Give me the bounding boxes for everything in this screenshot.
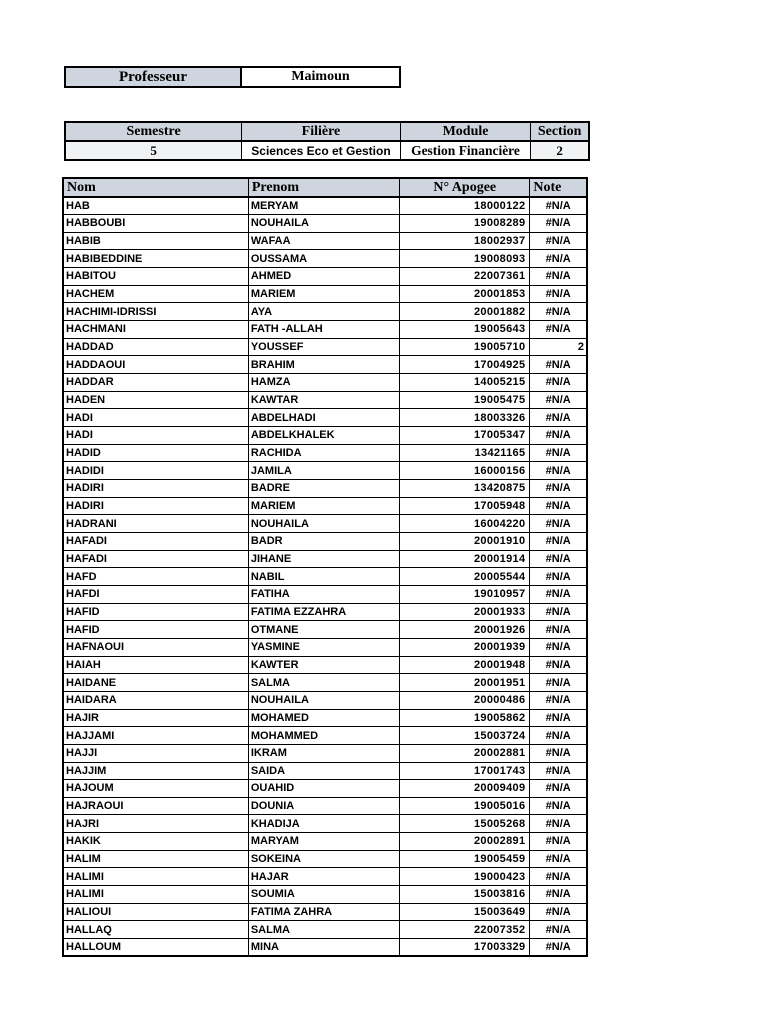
nom-cell: HADDAOUI	[63, 356, 248, 374]
table-row	[63, 497, 587, 515]
prenom-cell: KAWTAR	[248, 391, 399, 409]
students-table	[62, 177, 588, 957]
info-value-filiere: Sciences Eco et Gestion	[242, 141, 401, 160]
apogee-cell: 22007361	[400, 268, 530, 286]
table-row	[63, 638, 587, 656]
note-cell: #N/A	[530, 638, 587, 656]
professeur-value: Maimoun	[242, 68, 399, 86]
prenom-cell: ABDELHADI	[248, 409, 399, 427]
apogee-cell: 20001914	[400, 550, 530, 568]
nom-cell: HALLAQ	[63, 921, 248, 939]
apogee-cell: 19005710	[400, 338, 530, 356]
note-cell: #N/A	[530, 868, 587, 886]
table-row	[63, 197, 587, 215]
note-cell: #N/A	[530, 709, 587, 727]
apogee-cell: 19005643	[400, 321, 530, 339]
apogee-cell: 20002891	[400, 833, 530, 851]
prenom-cell: YOUSSEF	[248, 338, 399, 356]
table-row	[63, 656, 587, 674]
apogee-cell: 20005544	[400, 568, 530, 586]
info-value-semestre: 5	[65, 141, 242, 160]
prenom-cell: OUSSAMA	[248, 250, 399, 268]
prenom-cell: FATH -ALLAH	[248, 321, 399, 339]
apogee-cell: 20001853	[400, 285, 530, 303]
note-cell: #N/A	[530, 833, 587, 851]
note-cell: #N/A	[530, 285, 587, 303]
table-row	[63, 250, 587, 268]
table-row	[63, 691, 587, 709]
apogee-cell: 16004220	[400, 515, 530, 533]
info-table	[64, 121, 590, 161]
prenom-cell: FATIMA ZAHRA	[248, 903, 399, 921]
table-row	[63, 374, 587, 392]
prenom-cell: FATIHA	[248, 585, 399, 603]
info-header-row	[65, 122, 589, 141]
nom-cell: HADIRI	[63, 480, 248, 498]
prenom-cell: HAMZA	[248, 374, 399, 392]
note-cell: #N/A	[530, 797, 587, 815]
note-cell: #N/A	[530, 462, 587, 480]
header-prenom: Prenom	[248, 178, 399, 197]
nom-cell: HADIRI	[63, 497, 248, 515]
table-row	[63, 532, 587, 550]
note-cell: #N/A	[530, 232, 587, 250]
table-row	[63, 833, 587, 851]
nom-cell: HADDAR	[63, 374, 248, 392]
note-cell: #N/A	[530, 568, 587, 586]
prenom-cell: JAMILA	[248, 462, 399, 480]
prenom-cell: SOKEINA	[248, 850, 399, 868]
prenom-cell: DOUNIA	[248, 797, 399, 815]
nom-cell: HAKIK	[63, 833, 248, 851]
note-cell: #N/A	[530, 762, 587, 780]
note-cell: #N/A	[530, 321, 587, 339]
prenom-cell: AHMED	[248, 268, 399, 286]
table-row	[63, 515, 587, 533]
prenom-cell: MARIEM	[248, 285, 399, 303]
nom-cell: HALIMI	[63, 886, 248, 904]
apogee-cell: 19008289	[400, 215, 530, 233]
note-cell: #N/A	[530, 780, 587, 798]
apogee-cell: 20001939	[400, 638, 530, 656]
note-cell: #N/A	[530, 497, 587, 515]
note-cell: #N/A	[530, 585, 587, 603]
note-cell: #N/A	[530, 444, 587, 462]
table-row	[63, 268, 587, 286]
table-row	[63, 215, 587, 233]
info-value-row	[65, 141, 589, 160]
apogee-cell: 20001910	[400, 532, 530, 550]
prenom-cell: YASMINE	[248, 638, 399, 656]
note-cell: #N/A	[530, 886, 587, 904]
apogee-cell: 19005016	[400, 797, 530, 815]
note-cell: #N/A	[530, 303, 587, 321]
apogee-cell: 22007352	[400, 921, 530, 939]
apogee-cell: 18000122	[400, 197, 530, 215]
prenom-cell: ABDELKHALEK	[248, 427, 399, 445]
apogee-cell: 20001882	[400, 303, 530, 321]
apogee-cell: 15003724	[400, 727, 530, 745]
note-cell: #N/A	[530, 427, 587, 445]
apogee-cell: 20002881	[400, 744, 530, 762]
apogee-cell: 17001743	[400, 762, 530, 780]
nom-cell: HALIOUI	[63, 903, 248, 921]
table-row	[63, 585, 587, 603]
nom-cell: HAFNAOUI	[63, 638, 248, 656]
nom-cell: HACHIMI-IDRISSI	[63, 303, 248, 321]
nom-cell: HALIMI	[63, 868, 248, 886]
prenom-cell: SALMA	[248, 921, 399, 939]
nom-cell: HABIB	[63, 232, 248, 250]
apogee-cell: 20001926	[400, 621, 530, 639]
nom-cell: HAJJIM	[63, 762, 248, 780]
prenom-cell: MOHAMMED	[248, 727, 399, 745]
table-row	[63, 797, 587, 815]
apogee-cell: 17003329	[400, 939, 530, 957]
note-cell: #N/A	[530, 409, 587, 427]
note-cell: #N/A	[530, 674, 587, 692]
note-cell: #N/A	[530, 727, 587, 745]
prenom-cell: MINA	[248, 939, 399, 957]
prenom-cell: NOUHAILA	[248, 691, 399, 709]
table-row	[63, 338, 587, 356]
prenom-cell: FATIMA EZZAHRA	[248, 603, 399, 621]
note-cell: #N/A	[530, 691, 587, 709]
note-cell: #N/A	[530, 921, 587, 939]
note-cell: #N/A	[530, 532, 587, 550]
apogee-cell: 16000156	[400, 462, 530, 480]
prenom-cell: KAWTER	[248, 656, 399, 674]
nom-cell: HAJRI	[63, 815, 248, 833]
students-body	[63, 197, 587, 956]
table-row	[63, 921, 587, 939]
prenom-cell: RACHIDA	[248, 444, 399, 462]
nom-cell: HADRANI	[63, 515, 248, 533]
nom-cell: HABIBEDDINE	[63, 250, 248, 268]
table-row	[63, 709, 587, 727]
table-row	[63, 285, 587, 303]
apogee-cell: 20000486	[400, 691, 530, 709]
header-apogee: N° Apogee	[400, 178, 530, 197]
header-note: Note	[530, 178, 587, 197]
note-cell: #N/A	[530, 939, 587, 957]
nom-cell: HADID	[63, 444, 248, 462]
nom-cell: HAFADI	[63, 532, 248, 550]
apogee-cell: 14005215	[400, 374, 530, 392]
prenom-cell: IKRAM	[248, 744, 399, 762]
prenom-cell: MOHAMED	[248, 709, 399, 727]
header-nom: Nom	[63, 178, 248, 197]
info-header-section: Section	[531, 122, 589, 141]
prenom-cell: MARYAM	[248, 833, 399, 851]
apogee-cell: 20001951	[400, 674, 530, 692]
table-row	[63, 886, 587, 904]
prenom-cell: KHADIJA	[248, 815, 399, 833]
table-row	[63, 744, 587, 762]
note-cell: #N/A	[530, 744, 587, 762]
prenom-cell: AYA	[248, 303, 399, 321]
prenom-cell: HAJAR	[248, 868, 399, 886]
nom-cell: HAJRAOUI	[63, 797, 248, 815]
nom-cell: HABITOU	[63, 268, 248, 286]
table-row	[63, 850, 587, 868]
table-row	[63, 391, 587, 409]
table-row	[63, 303, 587, 321]
note-cell: #N/A	[530, 391, 587, 409]
prenom-cell: JIHANE	[248, 550, 399, 568]
prenom-cell: BADRE	[248, 480, 399, 498]
prenom-cell: OTMANE	[248, 621, 399, 639]
table-row	[63, 462, 587, 480]
prenom-cell: BRAHIM	[248, 356, 399, 374]
table-row	[63, 427, 587, 445]
nom-cell: HAIDARA	[63, 691, 248, 709]
info-header-module: Module	[400, 122, 530, 141]
nom-cell: HAJJAMI	[63, 727, 248, 745]
nom-cell: HAFADI	[63, 550, 248, 568]
apogee-cell: 20001948	[400, 656, 530, 674]
note-cell: #N/A	[530, 603, 587, 621]
apogee-cell: 15003816	[400, 886, 530, 904]
prenom-cell: MARIEM	[248, 497, 399, 515]
nom-cell: HADI	[63, 427, 248, 445]
table-row	[63, 621, 587, 639]
info-header-semestre: Semestre	[65, 122, 242, 141]
note-cell: #N/A	[530, 268, 587, 286]
professeur-label: Professeur	[66, 68, 242, 86]
nom-cell: HAFDI	[63, 585, 248, 603]
apogee-cell: 13421165	[400, 444, 530, 462]
apogee-cell: 19000423	[400, 868, 530, 886]
info-value-section: 2	[531, 141, 589, 160]
prenom-cell: SOUMIA	[248, 886, 399, 904]
apogee-cell: 18002937	[400, 232, 530, 250]
note-cell: #N/A	[530, 515, 587, 533]
apogee-cell: 19008093	[400, 250, 530, 268]
apogee-cell: 17004925	[400, 356, 530, 374]
table-row	[63, 674, 587, 692]
nom-cell: HADIDI	[63, 462, 248, 480]
table-row	[63, 550, 587, 568]
nom-cell: HAFID	[63, 603, 248, 621]
table-row	[63, 444, 587, 462]
nom-cell: HAIAH	[63, 656, 248, 674]
apogee-cell: 19005459	[400, 850, 530, 868]
prenom-cell: NOUHAILA	[248, 215, 399, 233]
note-cell: #N/A	[530, 480, 587, 498]
nom-cell: HALIM	[63, 850, 248, 868]
info-header-filiere: Filière	[242, 122, 401, 141]
table-row	[63, 868, 587, 886]
table-row	[63, 480, 587, 498]
nom-cell: HAFID	[63, 621, 248, 639]
apogee-cell: 17005948	[400, 497, 530, 515]
note-cell: #N/A	[530, 815, 587, 833]
prenom-cell: MERYAM	[248, 197, 399, 215]
note-cell: #N/A	[530, 250, 587, 268]
nom-cell: HABBOUBI	[63, 215, 248, 233]
apogee-cell: 19005475	[400, 391, 530, 409]
professeur-table	[64, 66, 401, 88]
apogee-cell: 19005862	[400, 709, 530, 727]
prenom-cell: OUAHID	[248, 780, 399, 798]
nom-cell: HACHEM	[63, 285, 248, 303]
nom-cell: HAFD	[63, 568, 248, 586]
prenom-cell: NOUHAILA	[248, 515, 399, 533]
students-header-row	[63, 178, 587, 197]
table-row	[63, 409, 587, 427]
apogee-cell: 17005347	[400, 427, 530, 445]
prenom-cell: NABIL	[248, 568, 399, 586]
table-row	[63, 356, 587, 374]
table-row	[63, 321, 587, 339]
table-row	[63, 762, 587, 780]
table-row	[63, 568, 587, 586]
note-cell: #N/A	[530, 656, 587, 674]
prenom-cell: SAIDA	[248, 762, 399, 780]
table-row	[63, 727, 587, 745]
nom-cell: HAJJI	[63, 744, 248, 762]
nom-cell: HAJIR	[63, 709, 248, 727]
nom-cell: HAB	[63, 197, 248, 215]
note-cell: #N/A	[530, 550, 587, 568]
nom-cell: HACHMANI	[63, 321, 248, 339]
prenom-cell: BADR	[248, 532, 399, 550]
prenom-cell: SALMA	[248, 674, 399, 692]
nom-cell: HAIDANE	[63, 674, 248, 692]
table-row	[63, 780, 587, 798]
note-cell: 2	[530, 338, 587, 356]
apogee-cell: 20009409	[400, 780, 530, 798]
table-row	[63, 232, 587, 250]
table-row	[63, 939, 587, 957]
apogee-cell: 15003649	[400, 903, 530, 921]
note-cell: #N/A	[530, 374, 587, 392]
apogee-cell: 15005268	[400, 815, 530, 833]
note-cell: #N/A	[530, 621, 587, 639]
table-row	[63, 903, 587, 921]
note-cell: #N/A	[530, 197, 587, 215]
nom-cell: HADEN	[63, 391, 248, 409]
prenom-cell: WAFAA	[248, 232, 399, 250]
apogee-cell: 20001933	[400, 603, 530, 621]
note-cell: #N/A	[530, 903, 587, 921]
nom-cell: HADI	[63, 409, 248, 427]
note-cell: #N/A	[530, 215, 587, 233]
nom-cell: HAJOUM	[63, 780, 248, 798]
nom-cell: HALLOUM	[63, 939, 248, 957]
apogee-cell: 18003326	[400, 409, 530, 427]
nom-cell: HADDAD	[63, 338, 248, 356]
info-value-module: Gestion Financière	[400, 141, 530, 160]
table-row	[63, 603, 587, 621]
apogee-cell: 19010957	[400, 585, 530, 603]
note-cell: #N/A	[530, 850, 587, 868]
table-row	[63, 815, 587, 833]
apogee-cell: 13420875	[400, 480, 530, 498]
note-cell: #N/A	[530, 356, 587, 374]
